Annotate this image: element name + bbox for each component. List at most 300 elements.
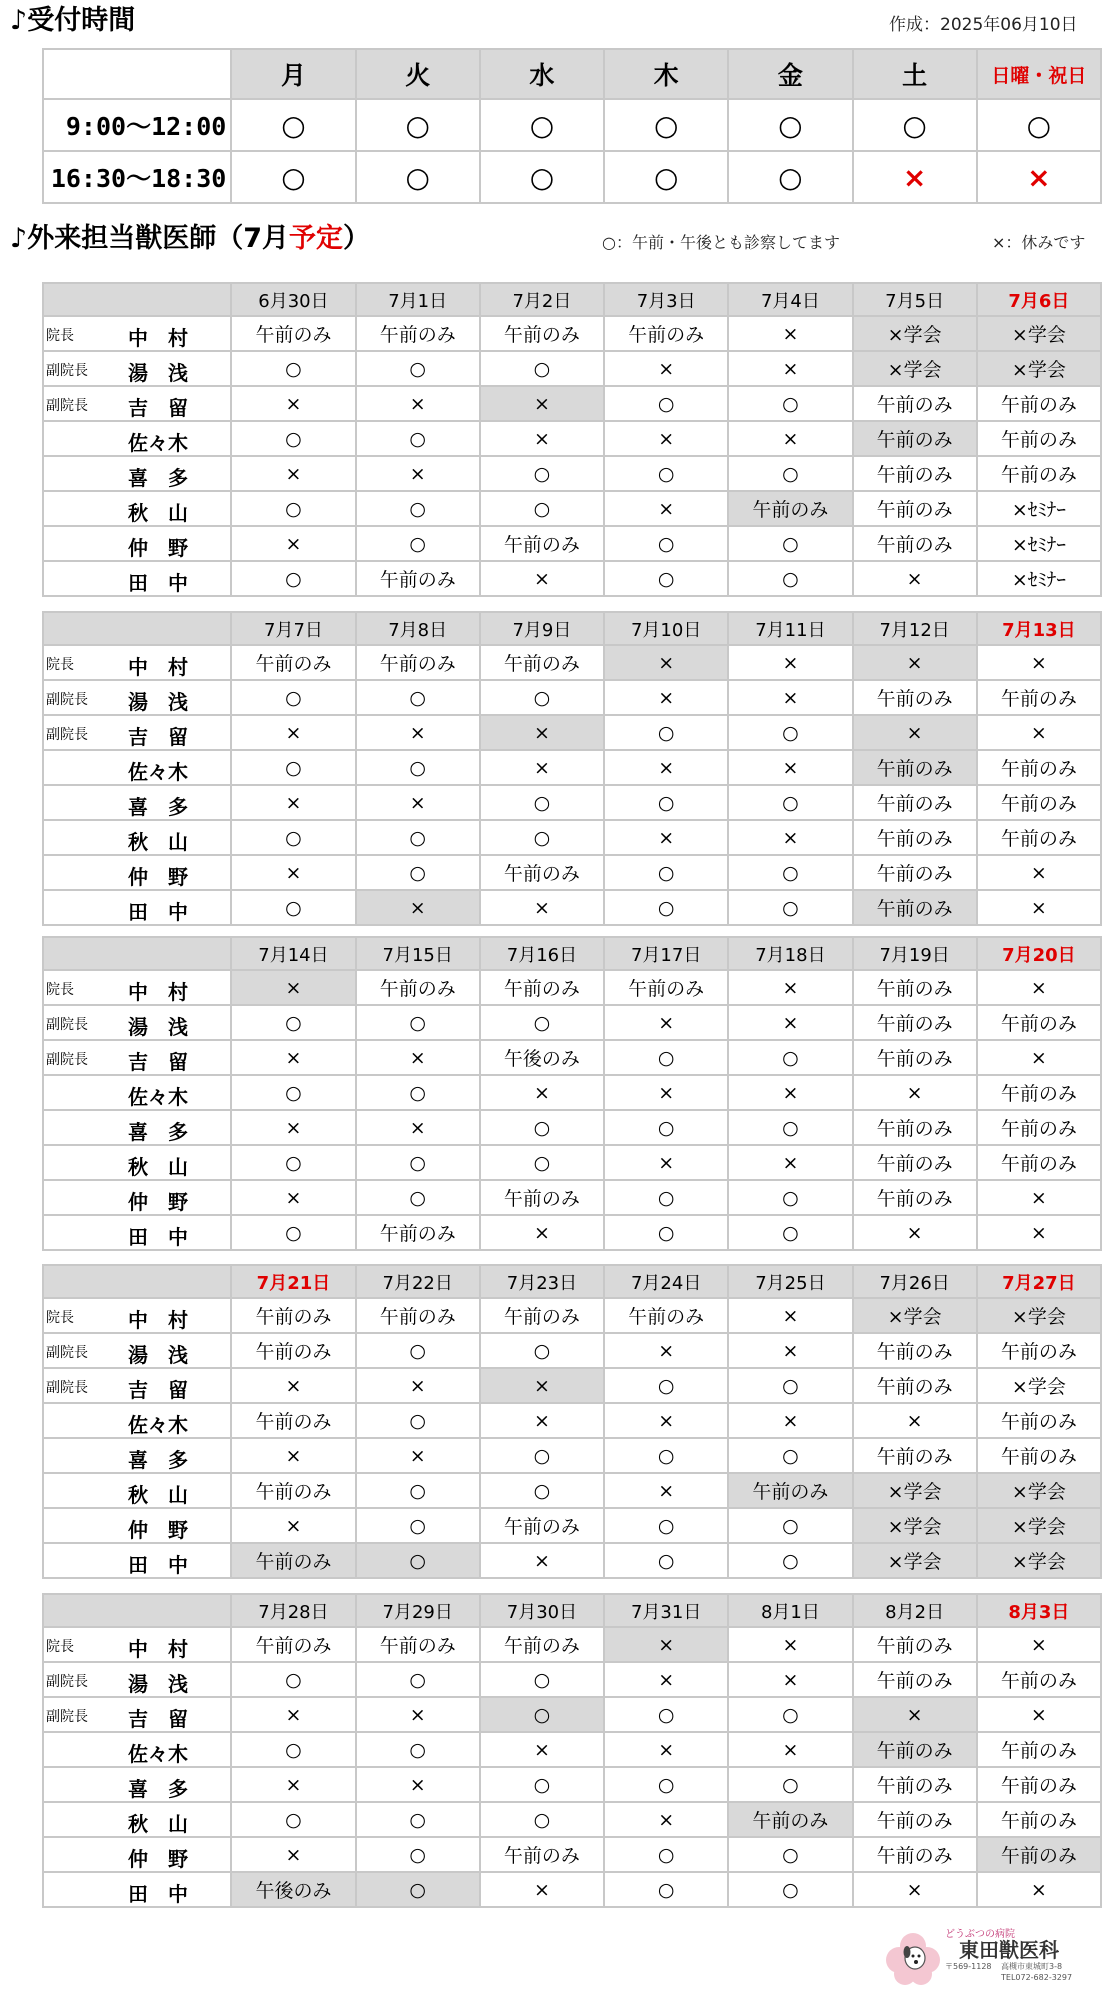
schedule-cell: ○ (480, 456, 604, 491)
schedule-cell: 午前のみ (977, 785, 1101, 820)
holiday-date-header: 7月21日 (231, 1265, 355, 1298)
schedule-cell: ○ (356, 1473, 480, 1508)
doctor-cell (43, 855, 231, 890)
doctor-cell (43, 1110, 231, 1145)
doctor-cell (43, 1215, 231, 1250)
schedule-cell: ○ (356, 351, 480, 386)
doctor-row (43, 491, 1101, 526)
schedule-cell: ○ (604, 1697, 728, 1732)
schedule-cell: 午前のみ (356, 316, 480, 351)
schedule-cell: × (231, 970, 355, 1005)
schedule-cell: 午前のみ (480, 1508, 604, 1543)
schedule-cell: 午前のみ (356, 561, 480, 596)
doctor-cell (43, 1627, 231, 1662)
doctor-row (43, 855, 1101, 890)
hours-row (43, 99, 1101, 151)
day-header: 火 (356, 49, 480, 99)
schedule-cell: × (728, 1403, 852, 1438)
date-header: 7月11日 (728, 612, 852, 645)
schedule-cell: ○ (604, 1508, 728, 1543)
schedule-cell: 午前のみ (977, 1075, 1101, 1110)
doctor-title: 副院長 (46, 1017, 88, 1033)
schedule-cell: ×ｾﾐﾅｰ (977, 526, 1101, 561)
schedule-cell: 午前のみ (977, 1767, 1101, 1802)
schedule-cell: × (480, 386, 604, 421)
schedule-cell: × (356, 386, 480, 421)
schedule-cell: × (728, 351, 852, 386)
schedule-cell: 午前のみ (977, 1403, 1101, 1438)
schedule-cell: ○ (728, 1180, 852, 1215)
doctor-name: 田 中 (128, 1225, 188, 1249)
date-header: 7月23日 (480, 1265, 604, 1298)
schedule-cell: × (356, 1697, 480, 1732)
schedule-cell: ○ (356, 491, 480, 526)
schedule-cell: × (231, 456, 355, 491)
doctor-title: 副院長 (46, 398, 88, 414)
doctor-title: 副院長 (46, 727, 88, 743)
schedule-cell: × (853, 645, 977, 680)
date-header: 8月2日 (853, 1594, 977, 1627)
doctor-title: 院長 (46, 1310, 74, 1326)
week-schedule-table (42, 1593, 1102, 1908)
schedule-cell: 午前のみ (853, 1767, 977, 1802)
schedule-cell: × (231, 1180, 355, 1215)
created-date: 作成：2025年06月10日 (889, 15, 1078, 35)
schedule-cell: × (728, 1005, 852, 1040)
schedule-cell: 午前のみ (977, 1005, 1101, 1040)
schedule-cell: ○ (480, 1005, 604, 1040)
date-header: 7月25日 (728, 1265, 852, 1298)
schedule-cell: ×学会 (977, 351, 1101, 386)
doctor-name: 湯 浅 (128, 1015, 188, 1039)
schedule-cell: 午前のみ (853, 1802, 977, 1837)
doctor-name: 中 村 (128, 980, 188, 1004)
week-corner-cell (43, 283, 231, 316)
logo-name: 東田獣医科 (959, 1938, 1059, 1962)
schedule-cell: ○ (604, 785, 728, 820)
schedule-cell: 午前のみ (853, 680, 977, 715)
schedule-cell: × (728, 680, 852, 715)
doctor-name: 佐々木 (128, 760, 188, 784)
schedule-cell: × (356, 1110, 480, 1145)
schedule-cell: 午前のみ (853, 820, 977, 855)
availability-mark: ○ (231, 99, 355, 151)
logo-tel: TEL072-682-3297 (1001, 1973, 1073, 1982)
doctor-cell (43, 1075, 231, 1110)
schedule-cell: × (604, 1802, 728, 1837)
schedule-cell: ○ (728, 456, 852, 491)
doctor-name: 中 村 (128, 1308, 188, 1332)
doctor-row (43, 351, 1101, 386)
doctor-title: 副院長 (46, 1380, 88, 1396)
date-header: 7月4日 (728, 283, 852, 316)
schedule-cell: ○ (728, 1110, 852, 1145)
doctor-name: 吉 留 (128, 1707, 188, 1731)
schedule-cell: ○ (480, 785, 604, 820)
clinic-logo (885, 1924, 1095, 1986)
schedule-cell: × (853, 1403, 977, 1438)
closed-mark: × (977, 151, 1101, 203)
doctor-row (43, 680, 1101, 715)
schedule-cell: × (231, 1368, 355, 1403)
schedule-cell: × (853, 1075, 977, 1110)
date-header: 7月12日 (853, 612, 977, 645)
schedule-cell: ○ (356, 1508, 480, 1543)
doctor-name: 中 村 (128, 326, 188, 350)
doctor-cell (43, 1767, 231, 1802)
schedule-cell: 午前のみ (853, 1110, 977, 1145)
schedule-cell: × (853, 561, 977, 596)
schedule-cell: × (977, 1697, 1101, 1732)
date-header: 7月22日 (356, 1265, 480, 1298)
schedule-cell: × (356, 456, 480, 491)
schedule-cell: 午前のみ (853, 1627, 977, 1662)
availability-mark: ○ (356, 151, 480, 203)
schedule-cell: 午前のみ (356, 970, 480, 1005)
schedule-cell: × (604, 1403, 728, 1438)
schedule-cell: 午前のみ (977, 1438, 1101, 1473)
week-schedule-table (42, 936, 1102, 1251)
schedule-cell: × (231, 1697, 355, 1732)
availability-mark: ○ (977, 99, 1101, 151)
doctor-name: 田 中 (128, 1882, 188, 1906)
schedule-cell: 午前のみ (480, 526, 604, 561)
day-header-holiday: 日曜・祝日 (977, 49, 1101, 99)
doctor-title: 院長 (46, 1639, 74, 1655)
reception-hours-table (42, 48, 1102, 204)
doctor-row (43, 1005, 1101, 1040)
schedule-cell: 午前のみ (480, 1627, 604, 1662)
doctor-name: 秋 山 (128, 501, 188, 525)
doctor-row (43, 1110, 1101, 1145)
schedule-cell: × (480, 890, 604, 925)
schedule-cell: × (604, 750, 728, 785)
date-header: 7月29日 (356, 1594, 480, 1627)
doctor-row (43, 1473, 1101, 1508)
doctor-cell (43, 1298, 231, 1333)
schedule-cell: ○ (480, 1438, 604, 1473)
schedule-cell: 午前のみ (853, 456, 977, 491)
doctor-row (43, 1333, 1101, 1368)
availability-mark: ○ (728, 99, 852, 151)
holiday-date-header: 7月20日 (977, 937, 1101, 970)
schedule-cell: × (977, 645, 1101, 680)
doctor-cell (43, 1837, 231, 1872)
schedule-cell: ○ (604, 1040, 728, 1075)
doctor-name: 吉 留 (128, 396, 188, 420)
doctor-row (43, 1802, 1101, 1837)
schedule-cell: 午前のみ (231, 316, 355, 351)
schedule-cell: 午前のみ (977, 1732, 1101, 1767)
doctor-row (43, 1215, 1101, 1250)
schedule-cell: 午前のみ (977, 820, 1101, 855)
schedule-cell: 午前のみ (356, 1298, 480, 1333)
schedule-cell: 午前のみ (853, 1005, 977, 1040)
doctor-name: 喜 多 (128, 466, 188, 490)
schedule-cell: ○ (728, 1837, 852, 1872)
schedule-cell: ○ (231, 421, 355, 456)
doctor-cell (43, 820, 231, 855)
schedule-cell: ○ (231, 491, 355, 526)
schedule-cell: 午前のみ (480, 316, 604, 351)
schedule-cell: ×学会 (977, 1298, 1101, 1333)
hours-corner-cell (43, 49, 231, 99)
availability-mark: ○ (480, 99, 604, 151)
schedule-cell: ○ (480, 1802, 604, 1837)
doctor-row (43, 970, 1101, 1005)
week-schedule-table (42, 1264, 1102, 1579)
schedule-cell: 午前のみ (728, 1473, 852, 1508)
doctor-cell (43, 1662, 231, 1697)
logo-postal: 〒569-1128 (945, 1962, 992, 1971)
date-header-row (43, 937, 1101, 970)
doctor-title: 院長 (46, 982, 74, 998)
schedule-cell: ○ (604, 1215, 728, 1250)
schedule-cell: × (977, 855, 1101, 890)
schedule-cell: 午前のみ (728, 1802, 852, 1837)
doctor-row (43, 890, 1101, 925)
schedule-cell: × (728, 750, 852, 785)
schedule-cell: × (231, 1837, 355, 1872)
doctor-cell (43, 1802, 231, 1837)
schedule-cell: × (604, 820, 728, 855)
schedule-cell: 午前のみ (853, 1180, 977, 1215)
doctor-name: 秋 山 (128, 1812, 188, 1836)
schedule-cell: ○ (356, 1872, 480, 1907)
schedule-cell: 午前のみ (480, 645, 604, 680)
schedule-cell: × (356, 1767, 480, 1802)
schedule-cell: × (231, 386, 355, 421)
doctor-row (43, 1872, 1101, 1907)
schedule-cell: × (728, 1333, 852, 1368)
doctor-cell (43, 1333, 231, 1368)
schedule-cell: × (480, 1075, 604, 1110)
doctor-row (43, 386, 1101, 421)
schedule-cell: 午前のみ (604, 970, 728, 1005)
doctor-name: 佐々木 (128, 1085, 188, 1109)
schedule-cell: × (604, 680, 728, 715)
doctor-name: 秋 山 (128, 1155, 188, 1179)
schedule-cell: ○ (231, 1005, 355, 1040)
schedule-cell: 午前のみ (977, 1802, 1101, 1837)
doctor-cell (43, 750, 231, 785)
vets-heading-highlight: 予定 (289, 223, 344, 254)
date-header: 7月24日 (604, 1265, 728, 1298)
doctor-title: 院長 (46, 328, 74, 344)
schedule-cell: ○ (356, 1005, 480, 1040)
schedule-cell: × (604, 1662, 728, 1697)
schedule-cell: × (728, 1732, 852, 1767)
doctor-name: 吉 留 (128, 725, 188, 749)
doctor-name: 田 中 (128, 900, 188, 924)
date-header-row (43, 1594, 1101, 1627)
doctor-cell (43, 1543, 231, 1578)
schedule-cell: × (728, 645, 852, 680)
day-header: 金 (728, 49, 852, 99)
schedule-cell: ○ (356, 1333, 480, 1368)
schedule-cell: × (231, 715, 355, 750)
date-header: 7月19日 (853, 937, 977, 970)
schedule-cell: ×学会 (853, 351, 977, 386)
doctor-name: 吉 留 (128, 1050, 188, 1074)
date-header: 7月17日 (604, 937, 728, 970)
schedule-cell: × (356, 1438, 480, 1473)
week-corner-cell (43, 1594, 231, 1627)
schedule-cell: × (853, 715, 977, 750)
schedule-cell: ○ (728, 855, 852, 890)
schedule-cell: × (728, 1145, 852, 1180)
schedule-cell: 午前のみ (231, 1473, 355, 1508)
schedule-cell: ○ (604, 1543, 728, 1578)
doctor-name: 湯 浅 (128, 361, 188, 385)
doctor-cell (43, 491, 231, 526)
schedule-cell: × (231, 855, 355, 890)
schedule-cell: 午前のみ (356, 1627, 480, 1662)
schedule-cell: × (604, 1627, 728, 1662)
schedule-cell: ×学会 (853, 1473, 977, 1508)
schedule-cell: 午前のみ (977, 1662, 1101, 1697)
schedule-cell: ○ (356, 1732, 480, 1767)
doctor-name: 吉 留 (128, 1378, 188, 1402)
vets-heading-prefix: ♪外来担当獣医師（7月 (10, 223, 290, 254)
date-header-row (43, 612, 1101, 645)
doctor-title: 院長 (46, 657, 74, 673)
schedule-cell: ○ (728, 561, 852, 596)
schedule-cell: ○ (480, 1767, 604, 1802)
schedule-cell: ○ (356, 1543, 480, 1578)
doctor-row (43, 456, 1101, 491)
doctor-name: 仲 野 (128, 1518, 188, 1542)
doctor-row (43, 316, 1101, 351)
doctor-row (43, 421, 1101, 456)
availability-mark: ○ (480, 151, 604, 203)
schedule-cell: × (231, 785, 355, 820)
week-corner-cell (43, 612, 231, 645)
doctor-cell (43, 316, 231, 351)
schedule-cell: ○ (604, 1837, 728, 1872)
schedule-cell: ×学会 (977, 1508, 1101, 1543)
schedule-cell: × (604, 1732, 728, 1767)
doctor-cell (43, 561, 231, 596)
schedule-cell: × (728, 1075, 852, 1110)
schedule-cell: 午前のみ (853, 386, 977, 421)
date-header: 6月30日 (231, 283, 355, 316)
schedule-cell: ×学会 (977, 1368, 1101, 1403)
date-header: 7月2日 (480, 283, 604, 316)
schedule-cell: × (231, 1438, 355, 1473)
schedule-cell: × (977, 1215, 1101, 1250)
schedule-cell: ○ (728, 1215, 852, 1250)
availability-mark: ○ (728, 151, 852, 203)
schedule-cell: × (604, 1145, 728, 1180)
doctor-name: 田 中 (128, 1553, 188, 1577)
doctor-row (43, 1438, 1101, 1473)
schedule-cell: × (977, 1180, 1101, 1215)
schedule-cell: ○ (728, 1872, 852, 1907)
doctor-cell (43, 1438, 231, 1473)
schedule-cell: ○ (728, 1508, 852, 1543)
schedule-cell: ○ (728, 715, 852, 750)
schedule-cell: 午後のみ (480, 1040, 604, 1075)
time-slot: 9:00～12:00 (43, 99, 231, 151)
doctor-title: 副院長 (46, 363, 88, 379)
doctor-row (43, 1732, 1101, 1767)
schedule-cell: 午前のみ (480, 1837, 604, 1872)
doctor-cell (43, 1403, 231, 1438)
date-header: 7月31日 (604, 1594, 728, 1627)
doctor-row (43, 1767, 1101, 1802)
schedule-cell: 午前のみ (853, 1333, 977, 1368)
schedule-cell: 午前のみ (977, 1837, 1101, 1872)
doctor-cell (43, 1508, 231, 1543)
schedule-cell: × (977, 890, 1101, 925)
doctor-row (43, 785, 1101, 820)
schedule-cell: × (480, 1543, 604, 1578)
schedule-cell: 午後のみ (231, 1872, 355, 1907)
schedule-cell: ○ (231, 561, 355, 596)
date-header-row (43, 283, 1101, 316)
schedule-cell: × (604, 1473, 728, 1508)
schedule-cell: × (356, 715, 480, 750)
schedule-cell: × (977, 970, 1101, 1005)
schedule-cell: 午前のみ (231, 1298, 355, 1333)
schedule-cell: 午前のみ (231, 1403, 355, 1438)
doctor-name: 佐々木 (128, 431, 188, 455)
schedule-cell: × (604, 645, 728, 680)
doctor-cell (43, 456, 231, 491)
doctor-cell (43, 1005, 231, 1040)
schedule-cell: ×学会 (977, 1473, 1101, 1508)
schedule-cell: × (853, 1215, 977, 1250)
schedule-cell: ○ (231, 1145, 355, 1180)
schedule-cell: ○ (604, 561, 728, 596)
schedule-cell: ○ (480, 491, 604, 526)
doctor-name: 秋 山 (128, 1483, 188, 1507)
hours-heading: ♪受付時間 (10, 5, 136, 36)
schedule-cell: × (728, 316, 852, 351)
doctor-name: 秋 山 (128, 830, 188, 854)
doctor-cell (43, 1732, 231, 1767)
doctor-row (43, 1075, 1101, 1110)
schedule-cell: ×学会 (977, 316, 1101, 351)
doctor-title: 副院長 (46, 1052, 88, 1068)
schedule-cell: × (231, 526, 355, 561)
doctor-title: 副院長 (46, 1709, 88, 1725)
schedule-cell: × (604, 351, 728, 386)
schedule-cell: ○ (604, 1110, 728, 1145)
schedule-cell: ○ (356, 680, 480, 715)
closed-mark: × (853, 151, 977, 203)
schedule-cell: 午前のみ (977, 386, 1101, 421)
doctor-row (43, 1627, 1101, 1662)
doctor-name: 湯 浅 (128, 690, 188, 714)
date-header: 7月18日 (728, 937, 852, 970)
schedule-cell: ○ (231, 1075, 355, 1110)
schedule-cell: 午前のみ (853, 526, 977, 561)
doctor-row (43, 1508, 1101, 1543)
schedule-cell: ×学会 (853, 1508, 977, 1543)
doctor-row (43, 645, 1101, 680)
schedule-cell: ○ (604, 715, 728, 750)
doctor-row (43, 1040, 1101, 1075)
schedule-cell: × (604, 1005, 728, 1040)
schedule-cell: × (480, 715, 604, 750)
doctor-row (43, 750, 1101, 785)
schedule-cell: 午前のみ (604, 1298, 728, 1333)
schedule-cell: ○ (604, 386, 728, 421)
schedule-cell: ○ (728, 1368, 852, 1403)
schedule-cell: 午前のみ (853, 421, 977, 456)
